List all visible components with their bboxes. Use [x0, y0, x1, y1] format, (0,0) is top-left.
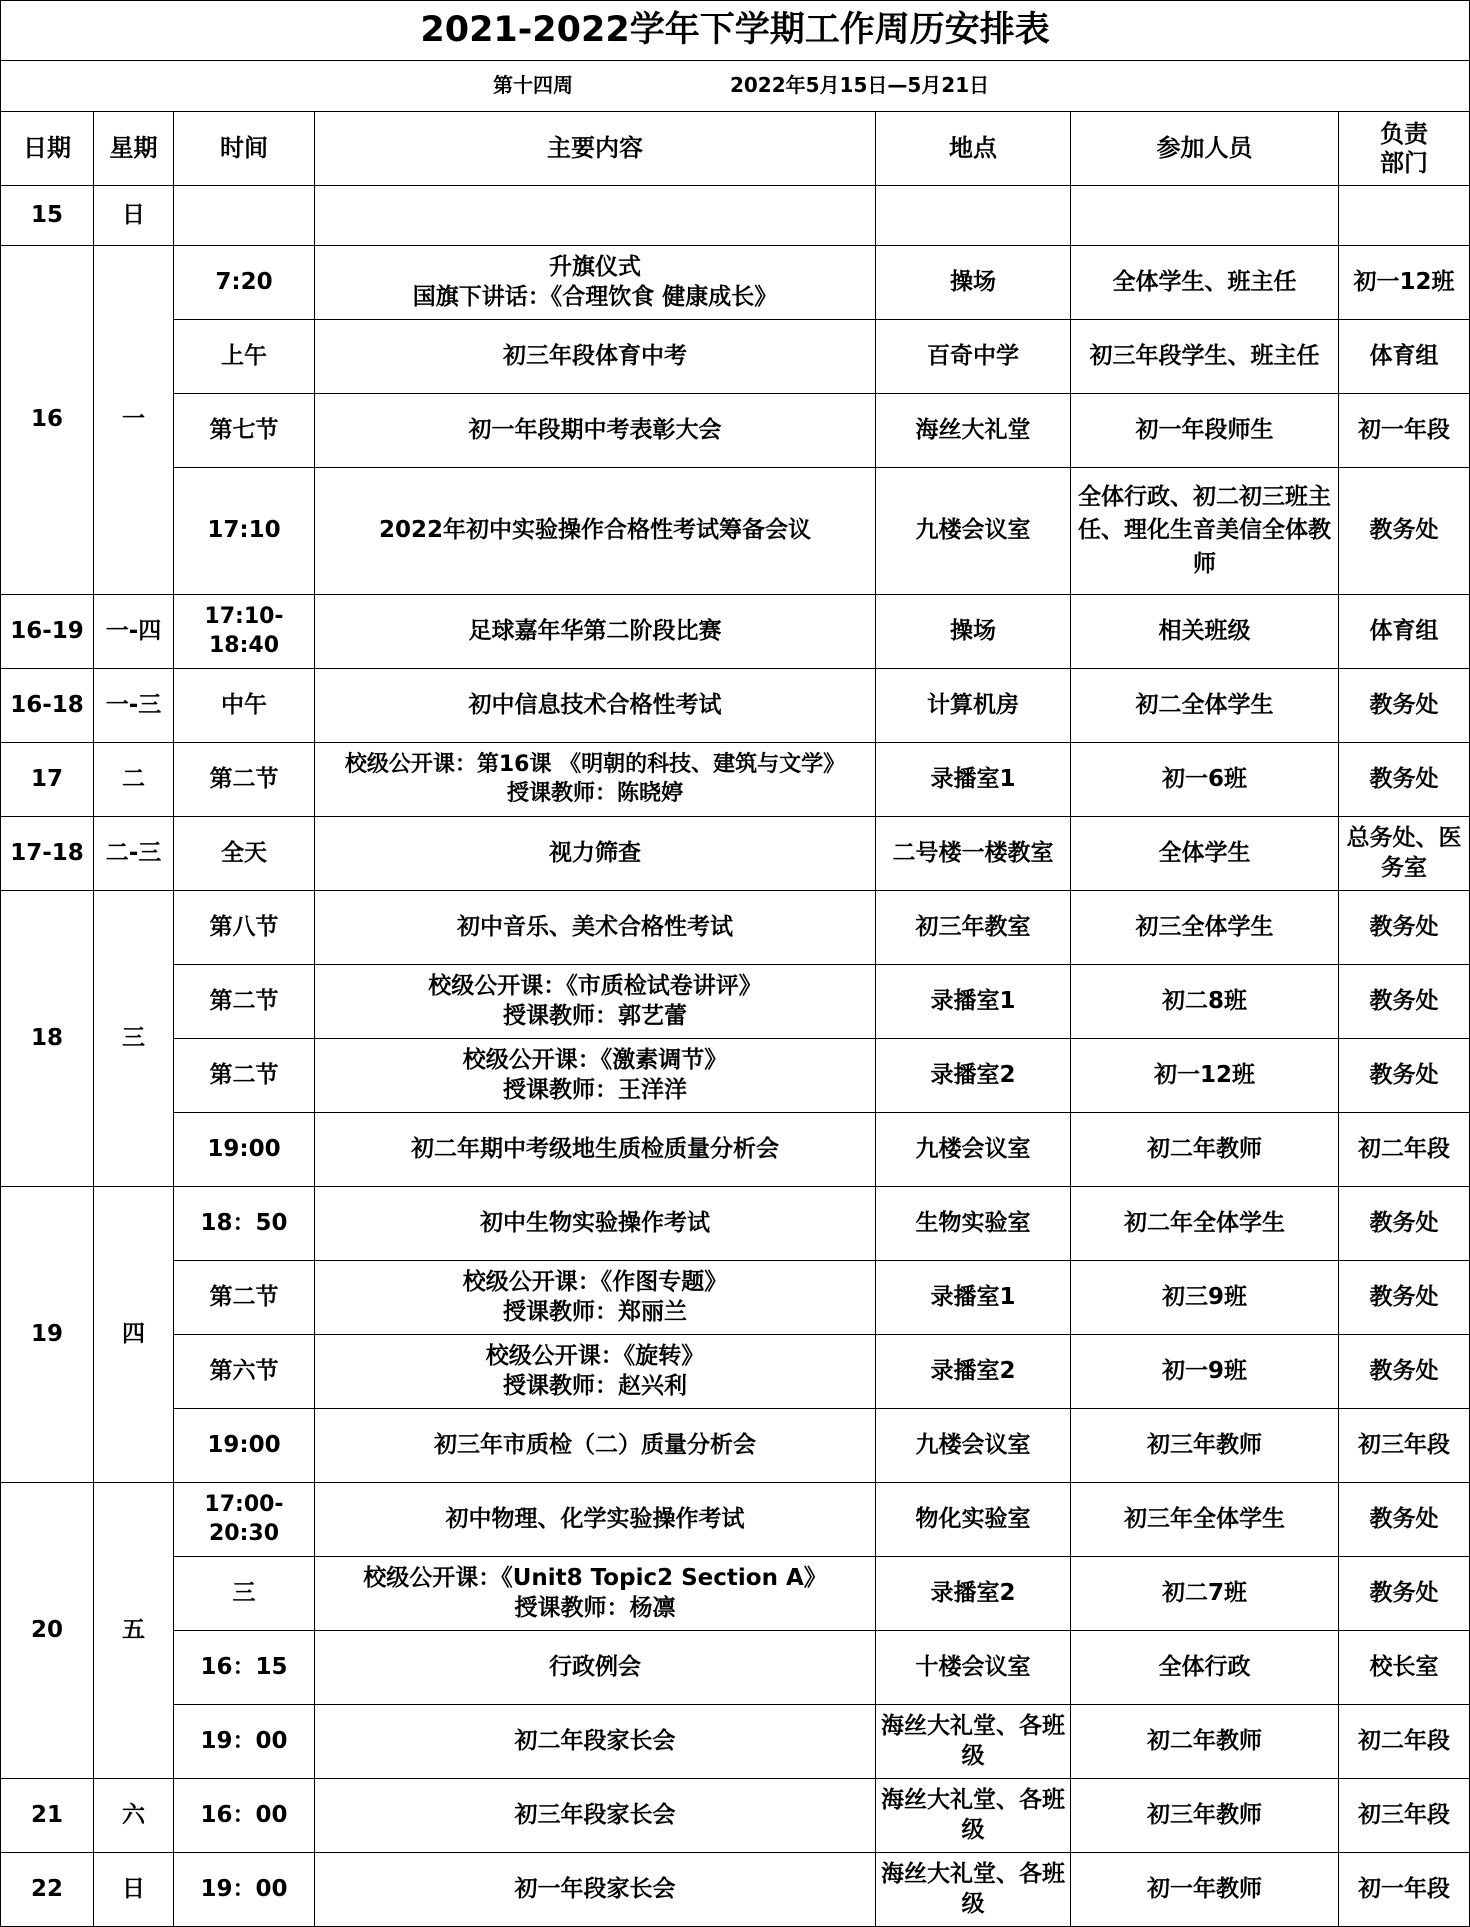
people-line: 初三年全体学生 [1124, 1505, 1285, 1532]
content-line: 授课教师：王洋洋 [503, 1076, 687, 1103]
header-people: 参加人员 [1071, 112, 1339, 186]
time-cell: 第六节 [174, 1335, 315, 1409]
place-cell [876, 1705, 1071, 1779]
page-title: 2021-2022学年下学期工作周历安排表 [1, 1, 1470, 61]
dept-line: 总务处、医 [1346, 825, 1462, 852]
people-cell [1071, 817, 1339, 891]
place-line: 物化实验室 [915, 1505, 1031, 1532]
place-cell [876, 965, 1071, 1039]
time-cell: 第二节 [174, 1039, 315, 1113]
place-line: 初三年教室 [915, 913, 1031, 940]
table-row [1, 1409, 1470, 1483]
date-range: 2022年5月15日—5月21日 [729, 73, 990, 98]
content-cell [315, 246, 876, 320]
dept-line: 教务处 [1369, 1357, 1439, 1384]
dept-line: 教务处 [1369, 1209, 1439, 1236]
place-line: 操场 [950, 268, 996, 295]
date-cell: 18 [1, 891, 94, 1187]
weekday-cell: 一 [94, 246, 174, 595]
table-row [1, 246, 1470, 320]
people-cell [1071, 669, 1339, 743]
place-line: 级 [961, 1742, 985, 1769]
dept-line: 务室 [1381, 854, 1428, 881]
content-line: 授课教师：郑丽兰 [503, 1298, 687, 1325]
content-line: 国旗下讲话：《合理饮食 健康成长》 [412, 283, 778, 310]
content-cell [315, 1853, 876, 1927]
header-dept-line: 部门 [1380, 148, 1429, 177]
place-line: 录播室1 [930, 987, 1016, 1014]
content-line: 校级公开课：《作图专题》 [462, 1269, 728, 1296]
time-cell: 19:00 [174, 1409, 315, 1483]
dept-line: 教务处 [1369, 1061, 1439, 1088]
place-cell [876, 246, 1071, 320]
week-info [1, 61, 1470, 112]
content-line: 初二年期中考级地生质检质量分析会 [411, 1135, 779, 1162]
people-cell [1071, 468, 1339, 595]
dept-cell [1339, 1335, 1470, 1409]
dept-cell [1339, 891, 1470, 965]
time-cell: 三 [174, 1557, 315, 1631]
header-dept [1339, 112, 1470, 186]
dept-cell [1339, 186, 1470, 246]
table-row [1, 394, 1470, 468]
weekday-cell: 二 [94, 743, 174, 817]
place-cell [876, 186, 1071, 246]
content-line: 初中物理、化学实验操作考试 [445, 1505, 745, 1532]
dept-cell [1339, 1039, 1470, 1113]
time-cell: 上午 [174, 320, 315, 394]
dept-line: 教务处 [1369, 1505, 1439, 1532]
people-cell [1071, 1853, 1339, 1927]
people-cell [1071, 965, 1339, 1039]
weekday-cell: 日 [94, 1853, 174, 1927]
time-cell: 17:00-20:30 [174, 1483, 315, 1557]
dept-cell [1339, 1483, 1470, 1557]
people-cell [1071, 1261, 1339, 1335]
place-line: 级 [961, 1816, 985, 1843]
content-cell [315, 1039, 876, 1113]
table-row [1, 1631, 1470, 1705]
place-cell [876, 1335, 1071, 1409]
time-cell: 18：50 [174, 1187, 315, 1261]
table-row [1, 1557, 1470, 1631]
people-line: 初一年教师 [1147, 1875, 1262, 1902]
table-row [1, 743, 1470, 817]
people-line: 初三年教师 [1147, 1431, 1262, 1458]
place-cell [876, 1409, 1071, 1483]
table-row [1, 1483, 1470, 1557]
dept-line: 初三年段 [1358, 1431, 1451, 1458]
weekday-cell: 六 [94, 1779, 174, 1853]
people-line: 初一12班 [1153, 1061, 1255, 1088]
dept-line: 教务处 [1369, 517, 1439, 544]
content-line: 视力筛查 [549, 839, 641, 866]
weekday-cell: 三 [94, 891, 174, 1187]
people-line: 初三全体学生 [1135, 913, 1274, 940]
content-cell [315, 1705, 876, 1779]
time-cell: 19：00 [174, 1705, 315, 1779]
content-line: 校级公开课：《激素调节》 [462, 1047, 728, 1074]
content-line: 足球嘉年华第二阶段比赛 [468, 617, 722, 644]
people-cell [1071, 1187, 1339, 1261]
dept-cell [1339, 1557, 1470, 1631]
place-cell [876, 743, 1071, 817]
dept-cell [1339, 1187, 1470, 1261]
place-line: 海丝大礼堂、各班 [881, 1787, 1065, 1814]
date-cell: 16-18 [1, 669, 94, 743]
place-cell [876, 394, 1071, 468]
dept-cell [1339, 1705, 1470, 1779]
header-place: 地点 [876, 112, 1071, 186]
place-line: 十楼会议室 [915, 1653, 1031, 1680]
content-line: 初一年段期中考表彰大会 [468, 416, 722, 443]
content-cell [315, 669, 876, 743]
place-cell [876, 1187, 1071, 1261]
dept-cell [1339, 394, 1470, 468]
content-cell [315, 186, 876, 246]
dept-line: 初一12班 [1353, 268, 1455, 295]
people-line: 初一9班 [1161, 1357, 1247, 1384]
date-cell: 16-19 [1, 595, 94, 669]
dept-line: 校长室 [1369, 1653, 1439, 1680]
people-cell [1071, 246, 1339, 320]
content-cell [315, 468, 876, 595]
table-row [1, 1779, 1470, 1853]
table-row [1, 965, 1470, 1039]
people-cell [1071, 186, 1339, 246]
content-line: 校级公开课：《Unit8 Topic2 Section A》 [363, 1565, 827, 1592]
table-row [1, 1853, 1470, 1927]
content-cell [315, 1335, 876, 1409]
dept-line: 教务处 [1369, 913, 1439, 940]
content-line: 2022年初中实验操作合格性考试筹备会议 [378, 517, 811, 544]
place-line: 海丝大礼堂、各班 [881, 1713, 1065, 1740]
place-line: 录播室1 [930, 1283, 1016, 1310]
place-cell [876, 1113, 1071, 1187]
people-line: 全体行政 [1158, 1653, 1251, 1680]
table-row [1, 320, 1470, 394]
date-cell: 17 [1, 743, 94, 817]
content-line: 授课教师：陈晓婷 [506, 780, 683, 806]
content-line: 校级公开课：《市质检试卷讲评》 [428, 973, 762, 1000]
content-line: 初二年段家长会 [514, 1727, 676, 1754]
header-date: 日期 [1, 112, 94, 186]
weekday-cell: 一-四 [94, 595, 174, 669]
time-cell: 第二节 [174, 1261, 315, 1335]
people-line: 师 [1193, 550, 1216, 577]
people-cell [1071, 320, 1339, 394]
table-row [1, 1335, 1470, 1409]
place-line: 九楼会议室 [915, 1431, 1031, 1458]
people-cell [1071, 1039, 1339, 1113]
table-row [1, 595, 1470, 669]
content-cell [315, 1187, 876, 1261]
weekday-cell: 日 [94, 186, 174, 246]
place-cell [876, 1779, 1071, 1853]
content-cell [315, 394, 876, 468]
time-cell: 中午 [174, 669, 315, 743]
content-line: 初三年市质检（二）质量分析会 [434, 1431, 756, 1458]
content-cell [315, 595, 876, 669]
dept-line: 初一年段 [1358, 416, 1451, 443]
content-cell [315, 1409, 876, 1483]
dept-cell [1339, 965, 1470, 1039]
content-line: 升旗仪式 [549, 254, 641, 281]
content-cell [315, 743, 876, 817]
table-row [1, 669, 1470, 743]
content-cell [315, 965, 876, 1039]
dept-cell [1339, 817, 1470, 891]
time-cell: 16：00 [174, 1779, 315, 1853]
weekday-cell: 四 [94, 1187, 174, 1483]
header-time: 时间 [174, 112, 315, 186]
people-line: 任、理化生音美信全体教 [1078, 517, 1331, 544]
weekday-cell: 五 [94, 1483, 174, 1779]
dept-cell [1339, 320, 1470, 394]
time-cell: 19:00 [174, 1113, 315, 1187]
table-row [1, 1113, 1470, 1187]
dept-cell [1339, 743, 1470, 817]
people-cell [1071, 1631, 1339, 1705]
place-line: 录播室2 [930, 1061, 1016, 1088]
place-line: 录播室2 [930, 1357, 1016, 1384]
content-line: 初一年段家长会 [514, 1875, 676, 1902]
people-line: 初三9班 [1161, 1283, 1247, 1310]
table-row [1, 817, 1470, 891]
place-line: 九楼会议室 [915, 1135, 1031, 1162]
time-cell: 第七节 [174, 394, 315, 468]
people-cell [1071, 1779, 1339, 1853]
content-cell [315, 1631, 876, 1705]
place-cell [876, 1483, 1071, 1557]
content-cell [315, 1261, 876, 1335]
dept-cell [1339, 246, 1470, 320]
place-cell [876, 669, 1071, 743]
people-cell [1071, 1483, 1339, 1557]
header-row [1, 112, 1470, 186]
weekday-cell: 二-三 [94, 817, 174, 891]
time-cell: 第二节 [174, 743, 315, 817]
dept-line: 教务处 [1369, 987, 1439, 1014]
people-line: 初二年全体学生 [1124, 1209, 1285, 1236]
place-line: 二号楼一楼教室 [892, 839, 1054, 866]
people-cell [1071, 394, 1339, 468]
people-line: 全体学生 [1158, 839, 1251, 866]
content-cell [315, 1483, 876, 1557]
date-cell: 15 [1, 186, 94, 246]
content-line: 行政例会 [549, 1653, 641, 1680]
people-line: 初二全体学生 [1135, 691, 1274, 718]
table-row [1, 1187, 1470, 1261]
place-line: 操场 [950, 617, 996, 644]
people-line: 全体行政、初二初三班主 [1078, 483, 1331, 510]
place-cell [876, 320, 1071, 394]
people-line: 相关班级 [1158, 617, 1251, 644]
header-dept-line: 负责 [1380, 119, 1429, 148]
time-cell: 19：00 [174, 1853, 315, 1927]
dept-cell [1339, 1631, 1470, 1705]
header-content: 主要内容 [315, 112, 876, 186]
table-row [1, 1039, 1470, 1113]
table-row [1, 468, 1470, 595]
time-cell: 17:10 [174, 468, 315, 595]
place-cell [876, 1557, 1071, 1631]
content-cell [315, 817, 876, 891]
content-line: 校级公开课：第16课 《明朝的科技、建筑与文学》 [344, 752, 846, 778]
dept-cell [1339, 1853, 1470, 1927]
time-cell: 第二节 [174, 965, 315, 1039]
place-line: 生物实验室 [915, 1209, 1031, 1236]
place-line: 录播室2 [930, 1579, 1016, 1606]
place-line: 海丝大礼堂、各班 [881, 1861, 1065, 1888]
table-row [1, 1261, 1470, 1335]
dept-line: 初一年段 [1358, 1875, 1451, 1902]
people-line: 初一6班 [1161, 765, 1247, 792]
date-cell: 17-18 [1, 817, 94, 891]
date-cell: 22 [1, 1853, 94, 1927]
dept-line: 教务处 [1369, 691, 1439, 718]
content-line: 授课教师：赵兴利 [503, 1372, 687, 1399]
table-row [1, 186, 1470, 246]
dept-cell [1339, 595, 1470, 669]
content-line: 初中生物实验操作考试 [480, 1209, 710, 1236]
place-line: 录播室1 [930, 765, 1016, 792]
people-line: 初二8班 [1161, 987, 1247, 1014]
people-cell [1071, 1705, 1339, 1779]
dept-line: 初三年段 [1358, 1801, 1451, 1828]
dept-cell [1339, 1779, 1470, 1853]
content-cell [315, 1113, 876, 1187]
dept-line: 教务处 [1369, 1579, 1439, 1606]
dept-cell [1339, 669, 1470, 743]
people-line: 初二年教师 [1147, 1135, 1262, 1162]
dept-cell [1339, 1113, 1470, 1187]
people-line: 全体学生、班主任 [1112, 268, 1297, 295]
place-line: 海丝大礼堂 [915, 416, 1031, 443]
people-cell [1071, 1409, 1339, 1483]
place-cell [876, 1631, 1071, 1705]
table-row [1, 1705, 1470, 1779]
time-cell: 7:20 [174, 246, 315, 320]
time-cell [174, 186, 315, 246]
weekday-cell: 一-三 [94, 669, 174, 743]
date-cell: 21 [1, 1779, 94, 1853]
content-cell [315, 1557, 876, 1631]
dept-line: 体育组 [1369, 342, 1439, 369]
time-cell: 17:10-18:40 [174, 595, 315, 669]
date-cell: 20 [1, 1483, 94, 1779]
people-line: 初三年段学生、班主任 [1089, 342, 1320, 369]
people-line: 初二年教师 [1147, 1727, 1262, 1754]
place-line: 计算机房 [927, 691, 1019, 718]
place-line: 级 [961, 1890, 985, 1917]
dept-cell [1339, 468, 1470, 595]
content-line: 初三年段体育中考 [503, 342, 687, 369]
people-cell [1071, 1557, 1339, 1631]
week-label: 第十四周 [493, 73, 573, 98]
people-cell [1071, 595, 1339, 669]
content-line: 校级公开课：《旋转》 [485, 1343, 705, 1370]
place-line: 九楼会议室 [915, 517, 1031, 544]
people-cell [1071, 1335, 1339, 1409]
time-cell: 全天 [174, 817, 315, 891]
date-cell: 16 [1, 246, 94, 595]
place-line: 百奇中学 [927, 342, 1019, 369]
dept-line: 初二年段 [1358, 1135, 1451, 1162]
dept-line: 教务处 [1369, 765, 1439, 792]
content-cell [315, 320, 876, 394]
table-row [1, 891, 1470, 965]
place-cell [876, 1039, 1071, 1113]
content-line: 初三年段家长会 [514, 1801, 676, 1828]
content-line: 初中音乐、美术合格性考试 [457, 913, 733, 940]
dept-line: 教务处 [1369, 1283, 1439, 1310]
content-line: 初中信息技术合格性考试 [468, 691, 722, 718]
people-cell [1071, 743, 1339, 817]
content-line: 授课教师：杨凛 [514, 1594, 676, 1621]
date-cell: 19 [1, 1187, 94, 1483]
dept-line: 体育组 [1369, 617, 1439, 644]
dept-cell [1339, 1409, 1470, 1483]
content-cell [315, 1779, 876, 1853]
time-cell: 第八节 [174, 891, 315, 965]
place-cell [876, 1853, 1071, 1927]
content-line: 授课教师：郭艺蕾 [503, 1002, 687, 1029]
people-cell [1071, 1113, 1339, 1187]
people-line: 初三年教师 [1147, 1801, 1262, 1828]
people-cell [1071, 891, 1339, 965]
dept-cell [1339, 1261, 1470, 1335]
place-cell [876, 468, 1071, 595]
time-cell: 16：15 [174, 1631, 315, 1705]
place-cell [876, 1261, 1071, 1335]
header-weekday: 星期 [94, 112, 174, 186]
place-cell [876, 595, 1071, 669]
content-cell [315, 891, 876, 965]
place-cell [876, 817, 1071, 891]
dept-line: 初二年段 [1358, 1727, 1451, 1754]
people-line: 初二7班 [1161, 1579, 1247, 1606]
place-cell [876, 891, 1071, 965]
people-line: 初一年段师生 [1135, 416, 1274, 443]
